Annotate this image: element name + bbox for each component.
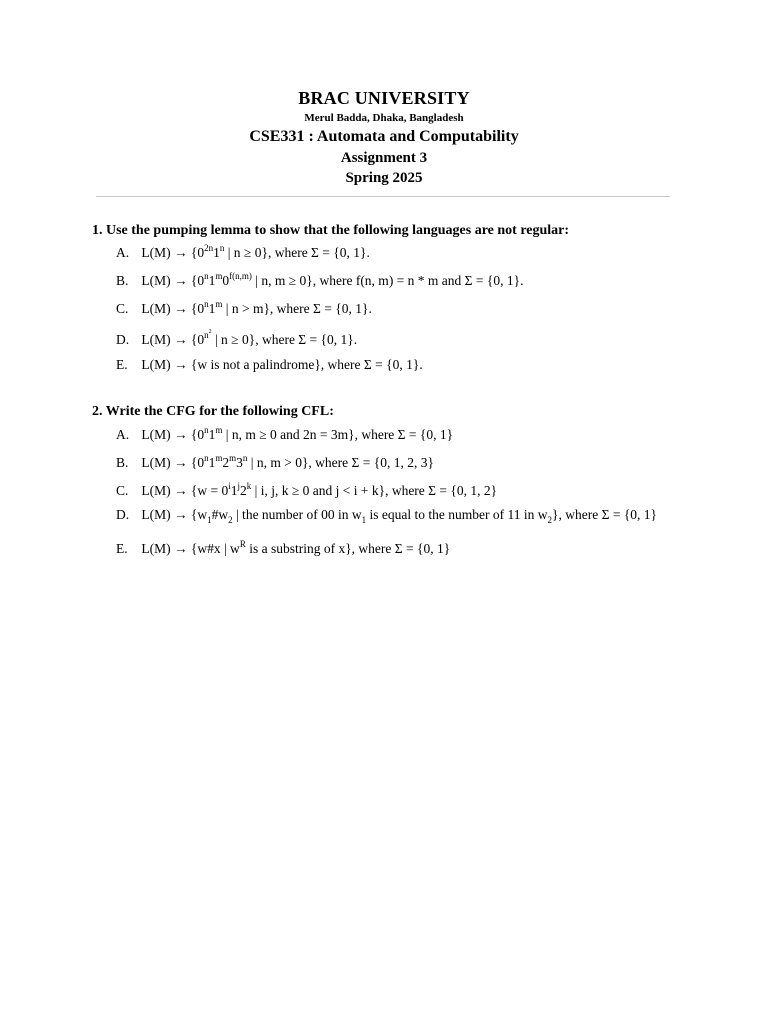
q2-item-c-letter: C. bbox=[116, 483, 129, 498]
q1-item-b bbox=[116, 272, 523, 290]
document-header bbox=[0, 86, 768, 188]
q1-item-e bbox=[116, 356, 423, 374]
q1-item-d-letter: D. bbox=[116, 332, 130, 347]
q2-item-b-letter: B. bbox=[116, 455, 129, 470]
q1-item-c-letter: C. bbox=[116, 301, 129, 316]
course-title: CSE331 : Automata and Computability bbox=[249, 128, 519, 145]
q1-item-e-letter: E. bbox=[116, 357, 128, 372]
q1-item-c bbox=[116, 300, 372, 318]
q1-item-d bbox=[116, 331, 357, 349]
q1-item-e-text: L(M) → {w is not a palindrome}, where Σ = {0, 1}. bbox=[141, 357, 423, 372]
q2-item-a-letter: A. bbox=[116, 427, 130, 442]
q2-item-a bbox=[116, 426, 453, 444]
q1-item-c-text: $L(M) \to \{0^n1^m$ | n > m}, where Σ = {0, 1}. bbox=[141, 299, 372, 316]
q2-item-e-text: L(M) → {w#x | $w^R$ is a substring of x}, where Σ = {0, 1} bbox=[141, 539, 451, 556]
semester: Spring 2025 bbox=[345, 170, 423, 186]
q2-item-b-text: $L(M) \to \{0^n1^m2^m3^n$ | n, m > 0}, where Σ = {0, 1, 2, 3} bbox=[141, 453, 434, 470]
q2-item-d bbox=[116, 506, 657, 524]
q1-item-a-letter: A. bbox=[116, 245, 130, 260]
question-1-title: 1. Use the pumping lemma to show that the following languages are not regular: bbox=[92, 223, 570, 238]
q2-item-a-text: $L(M) \to \{0^n1^m$ | n, m ≥ 0 and 2n = 3m}, where Σ = {0, 1} bbox=[141, 425, 454, 442]
q1-item-a bbox=[116, 244, 370, 262]
university-name: BRAC UNIVERSITY bbox=[298, 88, 470, 108]
university-address: Merul Badda, Dhaka, Bangladesh bbox=[304, 112, 464, 124]
header-divider bbox=[96, 196, 670, 197]
question-2-title: 2. Write the CFG for the following CFL: bbox=[92, 404, 334, 419]
q2-item-e-letter: E. bbox=[116, 541, 128, 556]
q1-item-d-text: $L(M) \to \{0^{n^2}$ | n ≥ 0}, where Σ = {0, 1}. bbox=[141, 329, 358, 347]
q2-item-c bbox=[116, 482, 497, 500]
assignment-title: Assignment 3 bbox=[340, 150, 428, 166]
q2-item-b bbox=[116, 454, 434, 472]
q1-item-a-text: $L(M) \to \{0^{2n}1^n$ | n ≥ 0}, where Σ = {0, 1}. bbox=[141, 243, 370, 260]
q2-item-d-text: $L(M) \to \{w_1\#w_2$ | the number of 00 in $w_1$ is equal to the number of 11 in $w_2$}, where Σ = {0, 1} bbox=[141, 507, 658, 525]
q2-item-e bbox=[116, 540, 450, 558]
q2-item-c-text: $L(M) \to \{w = 0^i1^j2^k$ | i, j, k ≥ 0 and j < i + k}, where Σ = {0, 1, 2} bbox=[141, 481, 498, 498]
q1-item-b-text: $L(M) \to \{0^n1^m0^{f(n,m)}$ | n, m ≥ 0}, where f(n, m) = n * m and Σ = {0, 1}. bbox=[141, 271, 524, 288]
q2-item-d-letter: D. bbox=[116, 507, 130, 522]
q1-item-b-letter: B. bbox=[116, 273, 129, 288]
